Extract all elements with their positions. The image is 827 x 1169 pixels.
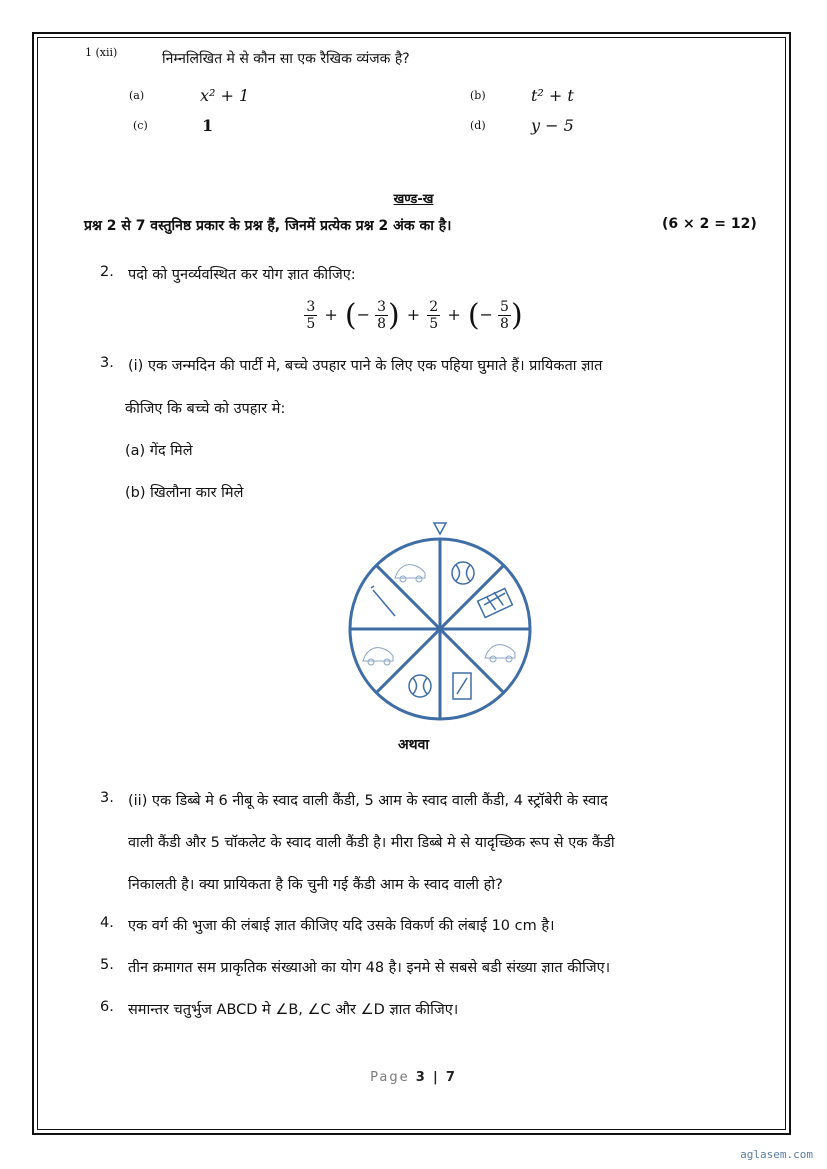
q5-number: 5.	[100, 957, 114, 973]
q3-alt-number: 3.	[100, 790, 114, 806]
spinner-wheel	[345, 518, 535, 728]
q4-number: 4.	[100, 915, 114, 931]
option-c-expression: 1	[202, 116, 214, 135]
q2-text: पदो को पुनर्व्यवस्थित कर योग ज्ञात कीजिए:	[128, 267, 356, 283]
option-d-expression: y − 5	[531, 116, 574, 135]
option-label-a: (a)	[129, 89, 145, 102]
plus-sign: +	[447, 305, 461, 324]
fraction: $\frac{3}{8}$	[377, 299, 386, 332]
or-label: अथवा	[397, 737, 430, 753]
fraction: $\frac{3}{5}$	[306, 299, 316, 332]
right-paren: )	[510, 298, 523, 333]
option-label-d: (d)	[470, 119, 486, 132]
chocolate-icon	[478, 589, 513, 618]
q3-part-b: (b) खिलौना कार मिले	[125, 485, 244, 501]
question-number: 1 (xii)	[85, 46, 118, 59]
q3-alt-line1: (ii) एक डिब्बे मे 6 नीबू के स्वाद वाली कैंडी, 5 आम के स्वाद वाली कैंडी, 4 स्ट्रॉबेरी के स्वाद	[128, 793, 608, 809]
q3-number: 3.	[100, 355, 114, 371]
watermark-link[interactable]: aglasem.com	[740, 1148, 813, 1161]
q3-alt-line3: निकालती है। क्या प्रायिकता है कि चुनी गई कैंडी आम के स्वाद वाली हो?	[128, 877, 503, 893]
toy-car-icon	[485, 645, 515, 662]
plus-sign: +	[406, 305, 421, 324]
pointer-icon	[434, 523, 446, 534]
q2-number: 2.	[100, 264, 114, 280]
q6-number: 6.	[100, 999, 114, 1015]
left-paren: (	[467, 298, 480, 333]
minus-sign: −	[356, 305, 370, 324]
right-paren: )	[387, 298, 400, 333]
page-current: 3	[415, 1070, 427, 1085]
question-text: निम्नलिखित मे से कौन सा एक रैखिक व्यंजक है?	[162, 51, 410, 67]
plus-sign: +	[324, 305, 338, 324]
ball-icon	[452, 562, 474, 584]
q3-alt-line2: वाली कैंडी और 5 चॉकलेट के स्वाद वाली कैंडी है। मीरा डिब्बे मे से यादृच्छिक रूप से एक कैंडी	[128, 835, 615, 851]
q3-line2: कीजिए कि बच्चे को उपहार मे:	[125, 401, 286, 417]
toy-car-icon	[363, 648, 393, 665]
page-total: 7	[445, 1070, 457, 1085]
q5-text: तीन क्रमागत सम प्राकृतिक संख्याओ का योग 48 है। इनमे से सबसे बडी संख्या ज्ञात कीजिए।	[128, 960, 611, 976]
page-label: Page	[370, 1070, 410, 1085]
page-separator: |	[432, 1070, 440, 1085]
section-title: खण्ड-ख	[393, 192, 434, 207]
section-instruction: प्रश्न 2 से 7 वस्तुनिष्ठ प्रकार के प्रश्न हैं, जिनमें प्रत्येक प्रश्न 2 अंक का है।	[84, 218, 452, 234]
fraction: $\frac{5}{8}$	[500, 299, 509, 332]
option-a-expression: x² + 1	[200, 86, 250, 105]
left-paren: (	[344, 298, 357, 333]
toy-car-icon	[395, 565, 425, 582]
q3-part-a: (a) गेंद मिले	[125, 443, 193, 459]
q2-expression	[0, 298, 827, 333]
option-b-expression: t² + t	[531, 86, 574, 105]
fraction: $\frac{2}{5}$	[429, 299, 439, 332]
option-label-c: (c)	[133, 119, 148, 132]
pencil-icon	[371, 586, 395, 616]
page-footer	[0, 1070, 827, 1085]
pencil-box-icon	[453, 673, 471, 699]
minus-sign: −	[479, 305, 493, 324]
section-marks: (6 × 2 = 12)	[662, 216, 757, 232]
option-label-b: (b)	[470, 89, 486, 102]
q6-text: समान्तर चतुर्भुज ABCD मे ∠B, ∠C और ∠D ज्ञात कीजिए।	[128, 1002, 459, 1018]
ball-icon	[409, 675, 431, 697]
q4-text: एक वर्ग की भुजा की लंबाई ज्ञात कीजिए यदि उसके विकर्ण की लंबाई 10 cm है।	[128, 918, 555, 934]
q3-line1: (i) एक जन्मदिन की पार्टी मे, बच्चे उपहार पाने के लिए एक पहिया घुमाते हैं। प्रायिकता ज्ञात	[128, 358, 603, 374]
